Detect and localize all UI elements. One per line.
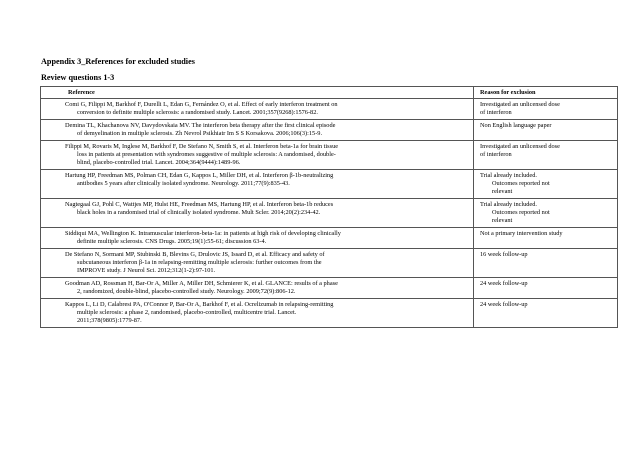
reason-line: Trial already included. [480,200,537,208]
reference-line: of demyelination in multiple sclerosis. Zh Nevrol Psikhiatr Im S S Korsakova. 2006;106(3):15-9. [77,129,323,137]
reference-line: conversion to definite multiple sclerosis: a randomised study. Lancet. 2001;357(9268):1576-82. [77,108,318,116]
reference-cell [41,228,474,249]
table-row [41,199,618,228]
reason-cell [474,278,618,299]
reference-line: multiple sclerosis: a phase 2, randomised, placebo-controlled, multicentre trial. Lancet. [77,308,297,316]
reference-line: De Stefano N, Sormani MP, Stubinski B, Blevins G, Drulovic JS, Issard D, et al. Efficacy and safety of [65,250,325,258]
reason-line: Outcomes reported not [492,208,550,216]
reason-line: Investigated an unlicensed dose [480,142,560,150]
reference-line: Nagtegaal GJ, Pohl C, Wattjes MP, Hulst HE, Freedman MS, Hartung HP, et al. Interferon beta-1b reduces [65,200,334,208]
reason-cell [474,299,618,328]
reference-line: 2, randomized, double-blind, placebo-controlled study. Neurology. 2009;72(9):806-12. [77,288,296,296]
reason-cell [474,228,618,249]
reference-line: antibodies 5 years after clinically isolated syndrome. Neurology. 2011;77(9):835-43. [77,179,290,187]
reason-cell [474,170,618,199]
reference-line: Filippi M, Rovaris M, Inglese M, Barkhof F, De Stefano N, Smith S, et al. Interferon beta-1a for brain tissue [65,142,339,150]
reference-line: subcutaneous interferon β-1a in relapsing-remitting multiple sclerosis: further outcomes from the [77,258,322,266]
reason-cell [474,199,618,228]
reference-line: blind, placebo-controlled trial. Lancet. 2004;364(9444):1489-96. [77,158,241,166]
reason-cell [474,99,618,120]
reference-line: loss in patients at presentation with syndromes suggestive of multiple sclerosis: A randomised, double- [77,150,336,158]
reference-line: Comi G, Filippi M, Barkhof F, Durelli L, Edan G, Fernández O, et al. Effect of early interferon treatment on [65,100,338,108]
section-title: Review questions 1-3 [41,73,115,82]
header-reference: Reference [41,87,474,99]
reason-cell [474,120,618,141]
reason-line: 24 week follow-up [480,300,528,308]
excluded-studies-table [40,86,618,328]
reason-line: relevant [492,188,513,196]
table-row [41,120,618,141]
reference-cell [41,278,474,299]
table-row [41,141,618,170]
table-header-row [41,87,618,99]
reason-line: 24 week follow-up [480,279,528,287]
reason-line: of interferon [480,108,512,116]
reference-cell [41,199,474,228]
table-row [41,299,618,328]
reference-cell [41,141,474,170]
table-row [41,170,618,199]
table-row [41,99,618,120]
reference-line: IMPROVE study. J Neurol Sci. 2012;312(1-2):97-101. [77,267,216,275]
reference-line: Kappos L, Li D, Calabresi PA, O'Connor P, Bar-Or A, Barkhof F, et al. Ocrelizumab in relapsing-remitting [65,300,334,308]
table-row [41,249,618,278]
header-reason: Reason for exclusion [474,87,618,99]
reason-line: Non English language paper [480,121,552,129]
reason-line: Trial already included. [480,171,537,179]
reference-cell [41,249,474,278]
reference-cell [41,170,474,199]
reason-line: of interferon [480,150,512,158]
table-row [41,228,618,249]
reference-line: definite multiple sclerosis. CNS Drugs. 2005;19(1):55-61; discussion 63-4. [77,238,267,246]
reason-line: 16 week follow-up [480,250,528,258]
table-body [41,99,618,328]
reason-cell [474,141,618,170]
reference-line: Goodman AD, Rossman H, Bar-Or A, Miller A, Miller DH, Schmierer K, et al. GLANCE: results of a phase [65,279,338,287]
reason-line: Not a primary intervention study [480,229,563,237]
reason-line: Outcomes reported not [492,179,550,187]
reference-line: 2011;378(9805):1779-87. [77,317,142,325]
reference-cell [41,299,474,328]
table-row [41,278,618,299]
reason-line: relevant [492,217,513,225]
reference-cell [41,120,474,141]
reference-cell [41,99,474,120]
reference-line: Demina TL, Khachanova NV, Davydovskaia MV. The interferon beta therapy after the first clinical episode [65,121,336,129]
appendix-title: Appendix 3_References for excluded studies [41,57,195,66]
reference-line: Siddiqui MA, Wellington K. Intramuscular interferon-beta-1a: in patients at high risk of developing clinically [65,229,341,237]
reference-line: black holes in a randomised trial of clinically isolated syndrome. Mult Scler. 2014;20(2):234-42. [77,208,321,216]
reason-cell [474,249,618,278]
reference-line: Hartung HP, Freedman MS, Polman CH, Edan G, Kappos L, Miller DH, et al. Interferon β-1b-neutralizing [65,171,334,179]
reason-line: Investigated an unlicensed dose [480,100,560,108]
